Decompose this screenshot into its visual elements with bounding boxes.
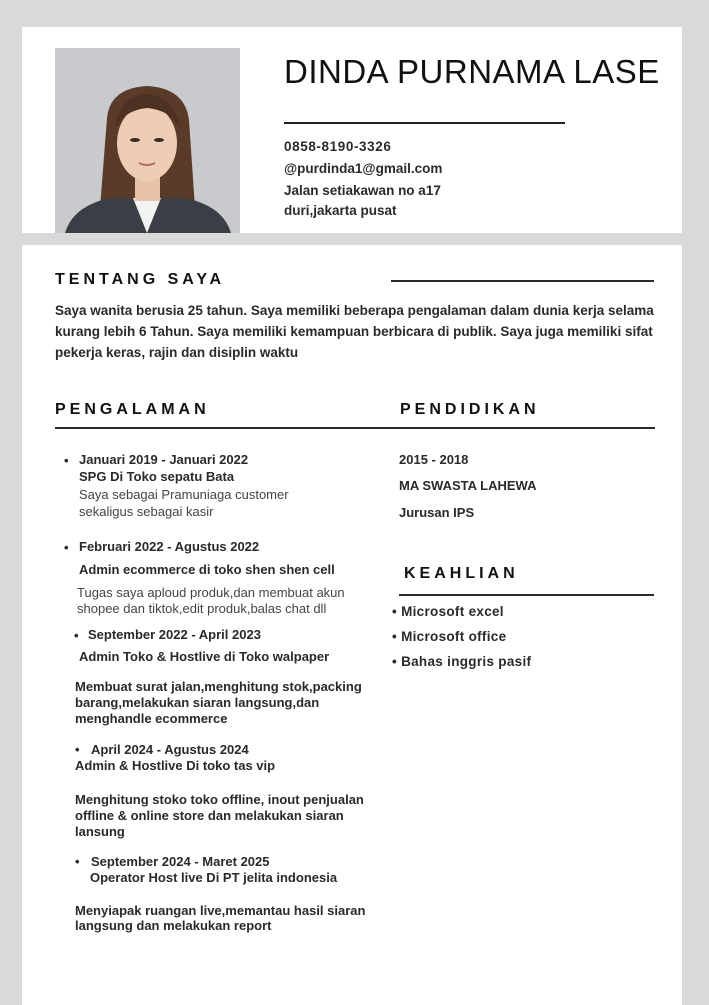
experience-desc: Saya sebagai Pramuniaga customer — [79, 487, 289, 502]
experience-role: Admin & Hostlive Di toko tas vip — [75, 758, 276, 773]
about-title-rule — [391, 280, 654, 282]
bullet-icon: • — [74, 628, 79, 643]
header-card — [22, 27, 682, 233]
email-address: @purdinda1@gmail.com — [284, 161, 443, 176]
about-section-title: TENTANG SAYA — [55, 271, 226, 288]
address-line-2: duri,jakarta pusat — [284, 203, 397, 218]
full-name: DINDA PURNAMA LASE — [284, 53, 660, 90]
experience-period: September 2024 - Maret 2025 — [91, 854, 270, 869]
name-underline — [284, 122, 565, 124]
experience-period: September 2022 - April 2023 — [88, 627, 261, 642]
experience-role: Admin ecommerce di toko shen shen cell — [79, 562, 335, 577]
skill-item: • Microsoft excel — [392, 604, 504, 619]
experience-desc: sekaligus sebagai kasir — [79, 504, 214, 519]
experience-desc: shopee dan tiktok,edit produk,balas chat dll — [77, 601, 327, 616]
experience-section-title: PENGALAMAN — [55, 401, 210, 418]
experience-desc: Menyiapak ruangan live,memantau hasil siaran — [75, 903, 366, 918]
experience-desc: Menghitung stoko toko offline, inout penjualan — [75, 792, 364, 807]
skills-title-rule — [399, 594, 654, 596]
portrait-photo — [55, 48, 240, 233]
bullet-icon: • — [64, 540, 69, 555]
education-school: MA SWASTA LAHEWA — [399, 478, 537, 493]
skills-section-title: KEAHLIAN — [404, 565, 519, 582]
experience-desc: offline & online store dan melakukan siaran — [75, 808, 344, 823]
bullet-icon: • — [75, 854, 80, 869]
address-line-1: Jalan setiakawan no a17 — [284, 183, 441, 198]
bullet-icon: • — [75, 742, 80, 757]
bullet-icon: • — [64, 453, 69, 468]
experience-desc: barang,melakukan siaran langsung,dan — [75, 695, 320, 710]
experience-period: April 2024 - Agustus 2024 — [91, 742, 249, 757]
experience-desc: lansung — [75, 824, 125, 839]
body-card — [22, 245, 682, 1005]
skill-item: • Bahas inggris pasif — [392, 654, 532, 669]
phone-number: 0858-8190-3326 — [284, 139, 392, 154]
skill-item: • Microsoft office — [392, 629, 507, 644]
experience-desc: langsung dan melakukan report — [75, 918, 272, 933]
education-years: 2015 - 2018 — [399, 452, 469, 467]
experience-desc: Membuat surat jalan,menghitung stok,packing — [75, 679, 362, 694]
experience-period: Februari 2022 - Agustus 2022 — [79, 539, 260, 554]
experience-period: Januari 2019 - Januari 2022 — [79, 452, 249, 467]
experience-role: SPG Di Toko sepatu Bata — [79, 469, 235, 484]
about-text: Saya wanita berusia 25 tahun. Saya memiliki beberapa pengalaman dalam dunia kerja selama kurang lebih 6 Tahun. Saya memiliki kemampuan berbicara di publik. Saya juga memiliki sifat pekerja keras, rajin dan disiplin waktu — [55, 303, 654, 360]
education-section-title: PENDIDIKAN — [400, 401, 540, 418]
experience-desc: menghandle ecommerce — [75, 711, 228, 726]
portrait-icon — [55, 48, 240, 233]
education-major: Jurusan IPS — [399, 505, 475, 520]
experience-role: Admin Toko & Hostlive di Toko walpaper — [79, 649, 330, 664]
experience-desc: Tugas saya aploud produk,dan membuat akun — [77, 585, 345, 600]
experience-role: Operator Host live Di PT jelita indonesia — [90, 870, 338, 885]
section-divider-rule — [55, 427, 655, 429]
